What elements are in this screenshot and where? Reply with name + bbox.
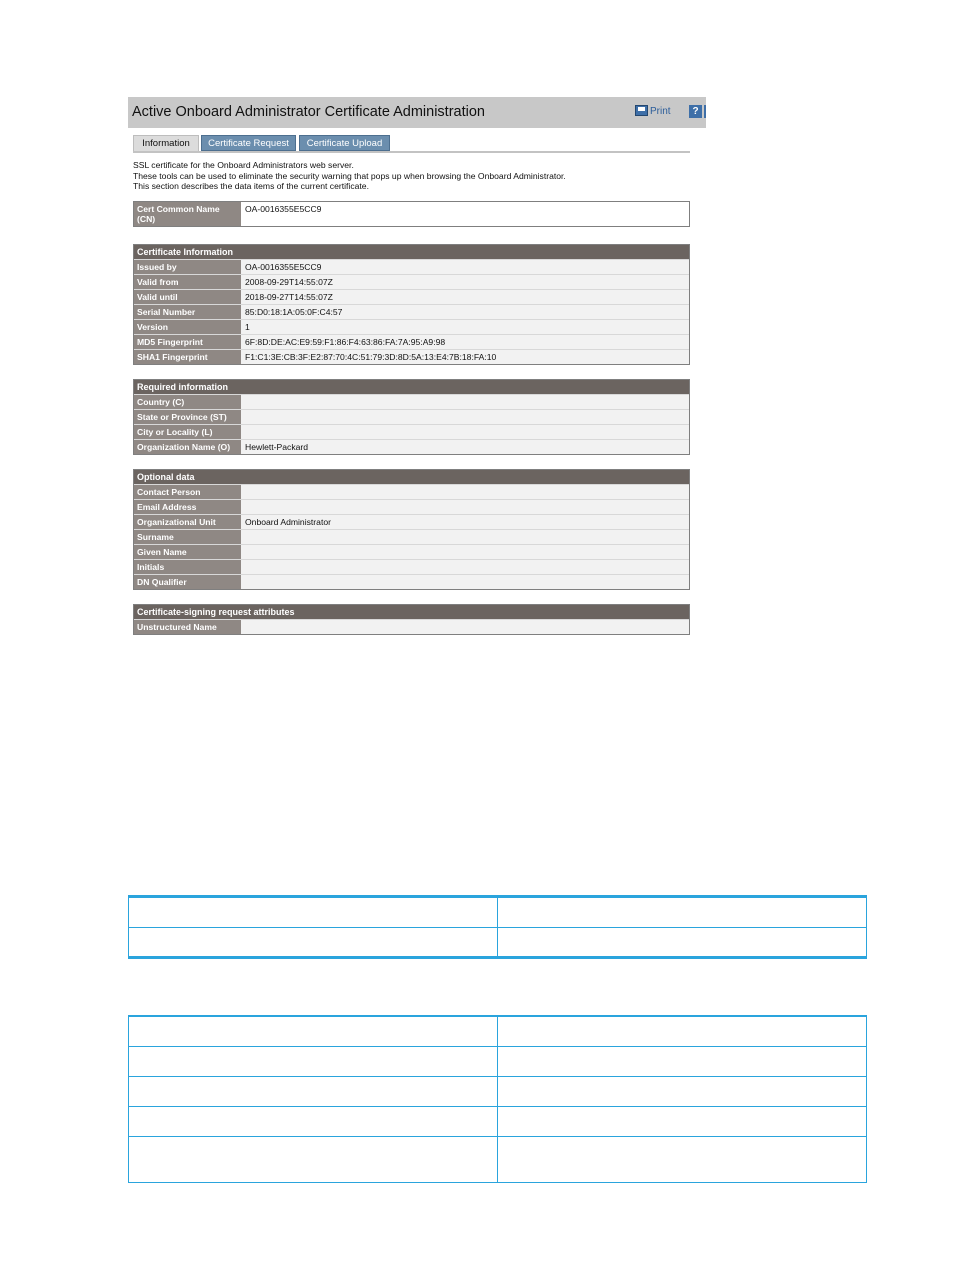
row-value <box>241 560 689 574</box>
table-cell <box>129 1107 498 1137</box>
section-heading: Certificate Information <box>134 245 689 259</box>
table-row <box>134 334 689 349</box>
row-label: Valid until <box>134 290 241 304</box>
row-value <box>241 485 689 499</box>
row-value <box>241 575 689 589</box>
table-row <box>134 304 689 319</box>
table-row <box>134 259 689 274</box>
page-title: Active Onboard Administrator Certificate Administration <box>132 104 485 120</box>
row-value <box>241 620 689 634</box>
row-value <box>241 500 689 514</box>
table-row <box>129 897 867 928</box>
row-label: SHA1 Fingerprint <box>134 350 241 364</box>
row-value <box>241 530 689 544</box>
cn-label-line-2: (CN) <box>137 214 156 224</box>
row-label: State or Province (ST) <box>134 410 241 424</box>
row-value: 2018-09-27T14:55:07Z <box>241 290 689 304</box>
table-row <box>134 574 689 589</box>
table-row <box>129 928 867 958</box>
empty-table-2 <box>128 1015 867 1183</box>
row-value: Onboard Administrator <box>241 515 689 529</box>
row-label: Version <box>134 320 241 334</box>
table-row <box>134 514 689 529</box>
tab-certificate-upload[interactable]: Certificate Upload <box>299 135 390 151</box>
table-row <box>134 529 689 544</box>
table-cell <box>129 897 498 928</box>
intro-line-2: These tools can be used to eliminate the security warning that pops up when browsing the Onboard Administrator. <box>133 170 566 181</box>
tab-information[interactable]: Information <box>133 135 199 151</box>
section-heading: Certificate-signing request attributes <box>134 605 689 619</box>
table-row <box>129 1016 867 1047</box>
row-label: Given Name <box>134 545 241 559</box>
table-cell <box>129 1016 498 1047</box>
print-label: Print <box>650 106 671 117</box>
row-label: DN Qualifier <box>134 575 241 589</box>
table-row <box>134 544 689 559</box>
optional-data-table <box>133 469 690 590</box>
oa-screenshot <box>128 97 706 637</box>
table-cell <box>498 897 867 928</box>
table-cell <box>498 1137 867 1183</box>
required-information-table <box>133 379 690 455</box>
table-row <box>134 289 689 304</box>
row-value: F1:C1:3E:CB:3F:E2:87:70:4C:51:79:3D:8D:5A:13:E4:7B:18:FA:10 <box>241 350 689 364</box>
table-row <box>134 409 689 424</box>
printer-icon <box>635 105 648 116</box>
row-value: 85:D0:18:1A:05:0F:C4:57 <box>241 305 689 319</box>
common-name-table <box>133 201 690 227</box>
table-cell <box>129 928 498 958</box>
table-cell <box>498 1047 867 1077</box>
table-row <box>134 439 689 454</box>
row-label: Serial Number <box>134 305 241 319</box>
table-row <box>129 1137 867 1183</box>
cn-label-line-1: Cert Common Name <box>137 204 220 214</box>
row-value <box>241 425 689 439</box>
row-value: 2008-09-29T14:55:07Z <box>241 275 689 289</box>
table-row <box>129 1077 867 1107</box>
row-value: 1 <box>241 320 689 334</box>
table-row <box>134 619 689 634</box>
row-label: Surname <box>134 530 241 544</box>
intro-line-3: This section describes the data items of the current certificate. <box>133 181 369 192</box>
print-link[interactable] <box>635 105 671 117</box>
table-cell <box>129 1137 498 1183</box>
table-row <box>134 319 689 334</box>
row-label: Country (C) <box>134 395 241 409</box>
table-row <box>134 349 689 364</box>
row-label: Unstructured Name <box>134 620 241 634</box>
table-row <box>129 1047 867 1077</box>
row-value <box>241 545 689 559</box>
tab-certificate-request[interactable]: Certificate Request <box>201 135 296 151</box>
table-row <box>134 559 689 574</box>
row-label: MD5 Fingerprint <box>134 335 241 349</box>
cn-value: OA-0016355E5CC9 <box>241 202 689 226</box>
help-edge <box>704 105 706 118</box>
row-value <box>241 410 689 424</box>
table-cell <box>129 1047 498 1077</box>
table-row <box>134 499 689 514</box>
table-row <box>134 424 689 439</box>
table-cell <box>498 1077 867 1107</box>
row-label: Email Address <box>134 500 241 514</box>
table-cell <box>498 1107 867 1137</box>
row-label: Organization Name (O) <box>134 440 241 454</box>
row-value: Hewlett-Packard <box>241 440 689 454</box>
row-label: City or Locality (L) <box>134 425 241 439</box>
csr-attributes-table <box>133 604 690 635</box>
row-value: OA-0016355E5CC9 <box>241 260 689 274</box>
row-value: 6F:8D:DE:AC:E9:59:F1:86:F4:63:86:FA:7A:95:A9:98 <box>241 335 689 349</box>
row-label <box>134 202 241 226</box>
tab-divider <box>133 151 690 153</box>
table-cell <box>129 1077 498 1107</box>
row-label: Initials <box>134 560 241 574</box>
table-row <box>134 484 689 499</box>
table-row <box>134 202 689 226</box>
row-label: Issued by <box>134 260 241 274</box>
table-cell <box>498 928 867 958</box>
table-row <box>134 274 689 289</box>
certificate-information-table <box>133 244 690 365</box>
intro-text <box>133 160 566 192</box>
table-row <box>129 1107 867 1137</box>
help-icon[interactable]: ? <box>689 105 702 118</box>
row-label: Contact Person <box>134 485 241 499</box>
row-value <box>241 395 689 409</box>
section-heading: Required information <box>134 380 689 394</box>
row-label: Valid from <box>134 275 241 289</box>
intro-line-1: SSL certificate for the Onboard Administrators web server. <box>133 160 354 170</box>
empty-table-1 <box>128 895 867 959</box>
table-row <box>134 394 689 409</box>
row-label: Organizational Unit <box>134 515 241 529</box>
title-bar <box>128 97 706 128</box>
table-cell <box>498 1016 867 1047</box>
section-heading: Optional data <box>134 470 689 484</box>
